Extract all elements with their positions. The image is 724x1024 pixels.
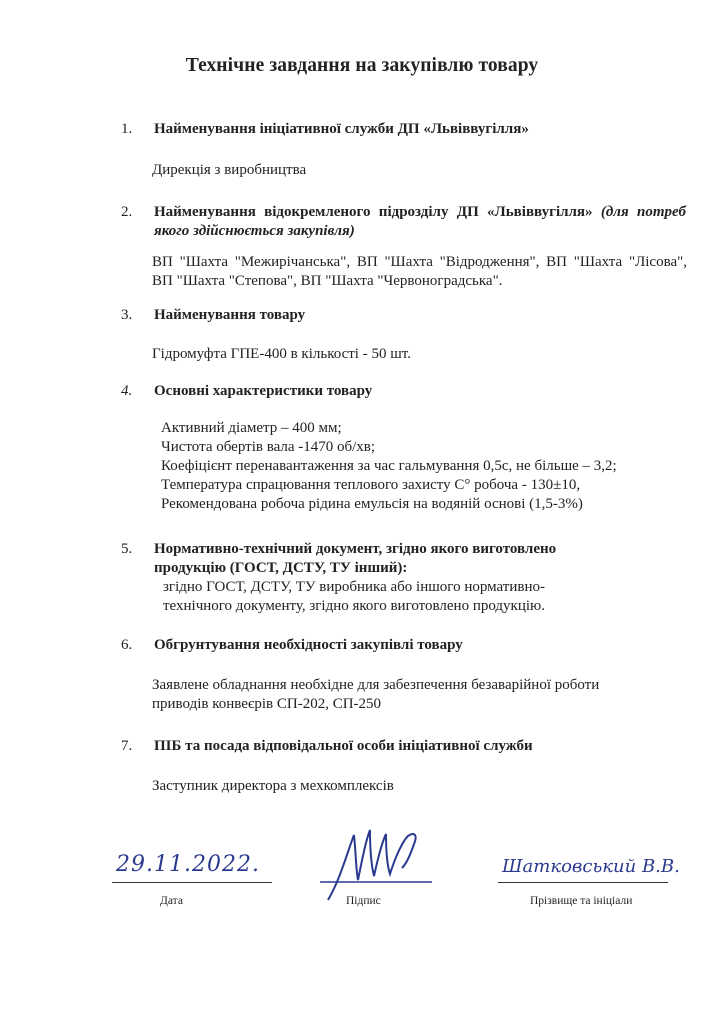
section-heading — [154, 540, 556, 578]
section-content — [163, 578, 698, 616]
section-content: Гідромуфта ГПЕ-400 в кількості - 50 шт. — [152, 346, 411, 362]
section-content: Заступник директора з мехкомплексів — [152, 778, 394, 794]
name-handwritten: Шатковський В.В. — [502, 856, 680, 877]
section-number: 3. — [121, 307, 133, 323]
section-heading: Найменування ініціативної служби ДП «Львіввугілля» — [154, 121, 529, 137]
section-number: 5. — [121, 541, 133, 557]
section-content: ВП "Шахта "Межирічанська", ВП "Шахта "Відродження", ВП "Шахта "Лісова", ВП "Шахта "Степова", ВП "Шахта "Червоноградська". — [152, 254, 687, 289]
section-number: 1. — [121, 121, 133, 137]
spec-line: Коефіцієнт перенавантаження за час гальмування 0,5с, не більше – 3,2; — [161, 458, 617, 474]
name-label: Прізвище та ініціали — [530, 895, 633, 907]
section-content — [152, 676, 687, 714]
section-heading-line: Нормативно-технічний документ, згідно якого виготовлено — [154, 541, 557, 557]
spec-line: Чистота обертів вала -1470 об/хв; — [161, 439, 376, 455]
section-number: 2. — [121, 204, 133, 220]
spec-line: Рекомендована робоча рідина емульсія на водяній основі (1,5-3%) — [161, 496, 583, 512]
content-line: приводів конвеєрів СП-202, СП-250 — [152, 696, 382, 712]
section-heading-note: (для потреб якого здійснюється закупівля) — [154, 204, 686, 239]
signature-block — [0, 820, 724, 920]
date-line — [112, 882, 272, 883]
document-title: Технічне завдання на закупівлю товару — [185, 55, 539, 76]
section-heading: Основні характеристики товару — [154, 383, 373, 399]
section-content: Дирекція з виробництва — [152, 162, 307, 178]
date-label: Дата — [160, 895, 183, 907]
spec-line: Температура спрацювання теплового захисту С° робоча - 130±10, — [161, 477, 581, 493]
signature-label: Підпис — [346, 895, 381, 907]
section-heading-line: продукцію (ГОСТ, ДСТУ, ТУ інший): — [154, 560, 408, 576]
section-heading: ПІБ та посада відповідальної особи ініціативної служби — [154, 738, 533, 754]
section-heading: Обгрунтування необхідності закупівлі товару — [154, 637, 463, 653]
name-line — [498, 882, 668, 883]
section-content — [161, 419, 696, 514]
content-line: Заявлене обладнання необхідне для забезпечення безаварійної роботи — [152, 677, 600, 693]
section-heading-text: Найменування відокремленого підрозділу ДП «Львіввугілля» — [154, 204, 593, 220]
spec-line: Активний діаметр – 400 мм; — [161, 420, 342, 436]
section-number: 6. — [121, 637, 133, 653]
section-heading: Найменування товару — [154, 307, 306, 323]
content-line: згідно ГОСТ, ДСТУ, ТУ виробника або іншого нормативно- — [163, 579, 545, 595]
section-heading — [154, 203, 686, 241]
content-line: технічного документу, згідно якого виготовлено продукцію. — [163, 598, 545, 614]
section-number: 4. — [121, 383, 133, 399]
date-handwritten: 29.11.2022. — [116, 852, 260, 877]
section-number: 7. — [121, 738, 133, 754]
